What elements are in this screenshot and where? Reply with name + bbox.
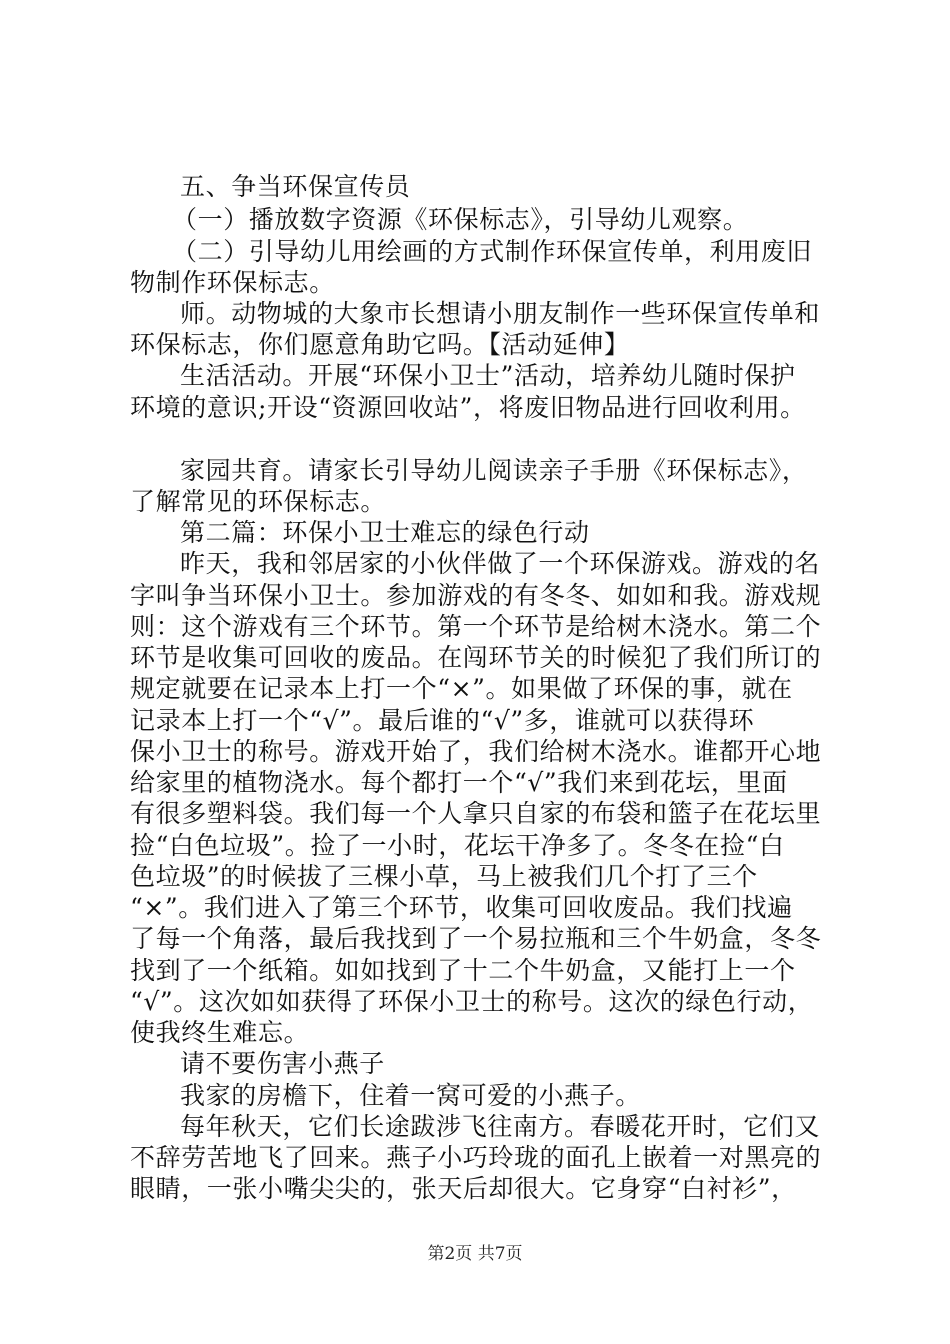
paragraph-line: 使我终生难忘。 <box>130 1018 310 1047</box>
paragraph-line: 每年秋天，它们长途跋涉飞往南方。春暖花开时，它们又 <box>180 1112 821 1141</box>
paragraph-line: 不辞劳苦地飞了回来。燕子小巧玲珑的面孔上嵌着一对黑亮的 <box>130 1143 822 1172</box>
paragraph-line: 环节是收集可回收的废品。在闯环节关的时候犯了我们所订的 <box>130 643 822 672</box>
paragraph-line: （二）引导幼儿用绘画的方式制作环保宣传单，利用废旧 <box>172 237 813 266</box>
paragraph-line: 记录本上打一个“√”。最后谁的“√”多，谁就可以获得环 <box>130 706 755 735</box>
paragraph-line: 了每一个角落，最后我找到了一个易拉瓶和三个牛奶盒，冬冬 <box>130 924 822 953</box>
paragraph-line: 家园共育。请家长引导幼儿阅读亲子手册《环保标志》， <box>180 456 808 485</box>
paragraph-line: 色垃圾”的时候拔了三棵小草，马上被我们几个打了三个 <box>130 862 758 891</box>
page-number-footer: 第2页 共7页 <box>427 1244 523 1264</box>
paragraph-line: 有很多塑料袋。我们每一个人拿只自家的布袋和篮子在花坛里 <box>130 799 822 828</box>
section-heading: 第二篇：环保小卫士难忘的绿色行动 <box>180 518 590 547</box>
paragraph-line: 给家里的植物浇水。每个都打一个“√”我们来到花坛，里面 <box>130 768 788 797</box>
paragraph-line: 捡“白色垃圾”。捡了一小时，花坛干净多了。冬冬在捡“白 <box>130 831 785 860</box>
section-heading: 请不要伤害小燕子 <box>180 1049 385 1078</box>
paragraph-line: 环境的意识;开设“资源回收站”，将废旧物品进行回收利用。 <box>130 393 806 422</box>
paragraph-line: “√”。这次如如获得了环保小卫士的称号。这次的绿色行动， <box>130 987 814 1016</box>
paragraph-line: 眼睛，一张小嘴尖尖的，张天后却很大。它身穿“白衬衫”， <box>130 1174 797 1203</box>
paragraph-line: 物制作环保标志。 <box>130 268 335 297</box>
paragraph-line: “×”。我们进入了第三个环节，收集可回收废品。我们找遍 <box>130 893 793 922</box>
paragraph-line: 则：这个游戏有三个环节。第一个环节是给树木浇水。第二个 <box>130 612 822 641</box>
paragraph-line: 昨天，我和邻居家的小伙伴做了一个环保游戏。游戏的名 <box>180 549 821 578</box>
paragraph-line: 找到了一个纸箱。如如找到了十二个牛奶盒，又能打上一个 <box>130 956 796 985</box>
paragraph-line: 我家的房檐下，住着一窝可爱的小燕子。 <box>180 1081 641 1110</box>
section-heading: 五、争当环保宣传员 <box>180 172 411 201</box>
paragraph-line: 保小卫士的称号。游戏开始了，我们给树木浇水。谁都开心地 <box>130 737 822 766</box>
paragraph-line: 了解常见的环保标志。 <box>130 487 387 516</box>
paragraph-line: 生活活动。开展“环保小卫士”活动，培养幼儿随时保护 <box>180 361 796 390</box>
paragraph-line: （一）播放数字资源《环保标志》，引导幼儿观察。 <box>172 205 749 234</box>
paragraph-line: 规定就要在记录本上打一个“×”。如果做了环保的事，就在 <box>130 674 793 703</box>
paragraph-line: 字叫争当环保小卫士。参加游戏的有冬冬、如如和我。游戏规 <box>130 581 822 610</box>
paragraph-line: 师。动物城的大象市长想请小朋友制作一些环保宣传单和 <box>180 299 821 328</box>
paragraph-line: 环保标志，你们愿意角助它吗。【活动延伸】 <box>130 330 630 359</box>
